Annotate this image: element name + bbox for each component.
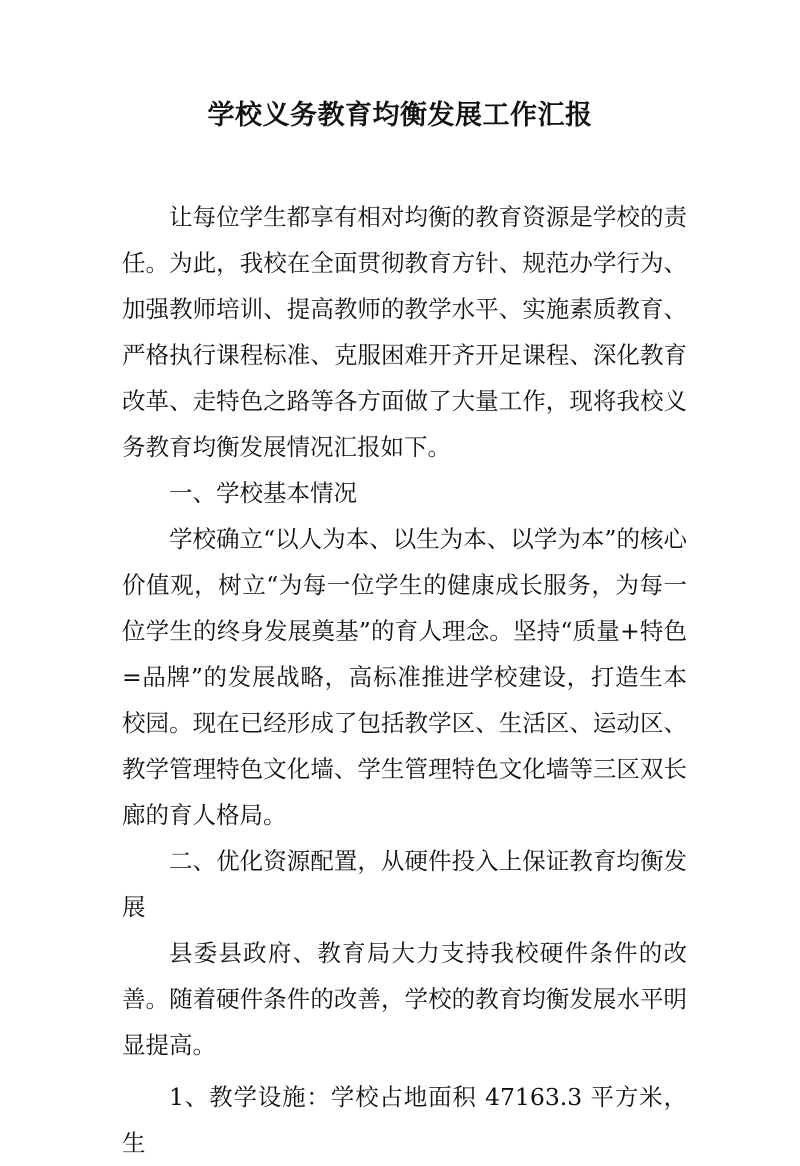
- paragraph-school-overview: 学校确立“以人为本、以生为本、以学为本”的核心价值观，树立“为每一位学生的健康成长服务，为每一位学生的终身发展奠基”的育人理念。坚持“质量+特色=品牌”的发展战略，高标准推进学校建设，打造生本校园。现在已经形成了包括教学区、生活区、运动区、教学管理特色文化墙、学生管理特色文化墙等三区双长廊的育人格局。: [122, 525, 687, 829]
- paragraph-teaching-facilities: 1、教学设施：学校占地面积 47163.3 平方米，生: [122, 1083, 687, 1157]
- document-body: [122, 194, 687, 1166]
- paragraph-intro: 让每位学生都享有相对均衡的教育资源是学校的责任。为此，我校在全面贯彻教育方针、规范办学行为、加强教师培训、提高教师的教学水平、实施素质教育、严格执行课程标准、克服困难开齐开足课程、深化教育改革、走特色之路等各方面做了大量工作，现将我校义务教育均衡发展情况汇报如下。: [122, 203, 687, 461]
- section-heading-1: 一、学校基本情况: [169, 479, 357, 507]
- section-heading-2: 二、优化资源配置，从硬件投入上保证教育均衡发展: [122, 847, 687, 921]
- paragraph-hardware-support: 县委县政府、教育局大力支持我校硬件条件的改善。随着硬件条件的改善，学校的教育均衡发展水平明显提高。: [122, 939, 687, 1059]
- document-title: 学校义务教育均衡发展工作汇报: [207, 100, 593, 131]
